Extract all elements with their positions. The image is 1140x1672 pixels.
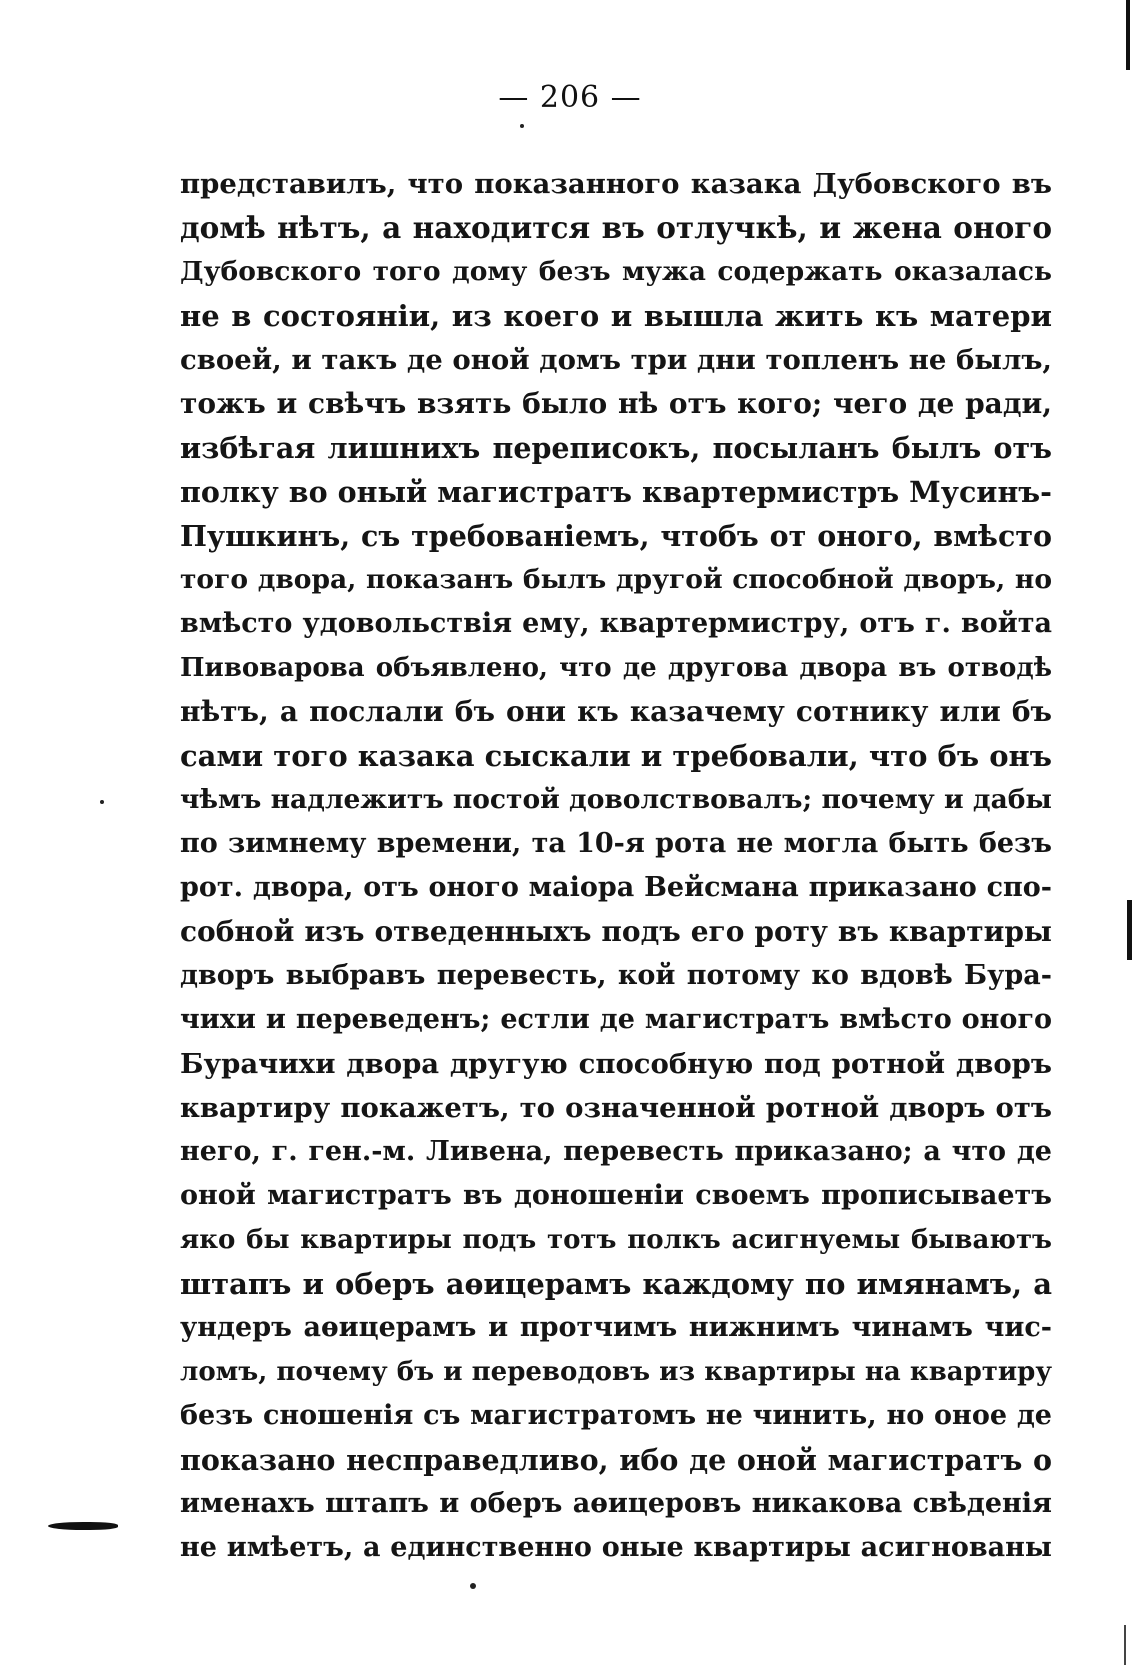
text-line: показано несправедливо, ибо де оной магистратъ о [180, 1443, 1052, 1477]
text-line: ломъ, почему бъ и переводовъ из квартиры на квартиру [180, 1357, 1052, 1387]
text-line: оной магистратъ въ доношеніи своемъ прописываетъ [180, 1180, 1052, 1211]
text-line: по зимнему времени, та 10-я рота не могла быть безъ [180, 828, 1052, 859]
text-line: Пушкинъ, съ требованіемъ, чтобъ от оного, вмѣсто [180, 519, 1052, 553]
ink-speck [520, 124, 524, 128]
text-line: домѣ нѣтъ, а находится въ отлучкѣ, и жена оного [180, 210, 1052, 245]
ink-speck [470, 1583, 476, 1589]
text-line: Дубовского того дому безъ мужа содержать оказалась [180, 256, 1052, 287]
text-line: не имѣетъ, а единственно оные квартиры асигнованы [180, 1532, 1052, 1563]
page-number: — 206 — [498, 80, 642, 115]
text-line: Пивоварова объявлено, что де другова двора въ отводѣ [180, 653, 1052, 683]
text-line: не в состояніи, из коего и вышла жить къ матери [180, 299, 1052, 333]
text-line: тожъ и свѣчъ взять было нѣ отъ кого; чего де ради, [180, 387, 1052, 420]
text-line: рот. двора, отъ оного маіора Вейсмана приказано спо- [180, 872, 1052, 903]
text-line: нѣтъ, а послали бъ они къ казачему сотнику или бъ [180, 695, 1052, 728]
text-line: своей, и такъ де оной домъ три дни топленъ не былъ, [180, 344, 1052, 376]
text-line: полку во оный магистратъ квартермистръ Мусинъ- [180, 475, 1052, 509]
text-line: вмѣсто удовольствія ему, квартермистру, отъ г. войта [180, 608, 1052, 639]
text-line: именахъ штапъ и оберъ аѳицеровъ никакова свѣденія [180, 1488, 1052, 1519]
text-line: представилъ, что показанного казака Дубовского въ [180, 168, 1052, 200]
body-text [180, 162, 1052, 1570]
text-line: чихи и переведенъ; естли де магистратъ вмѣсто оного [180, 1004, 1052, 1035]
scan-edge-mark-top [1126, 0, 1130, 70]
text-line: Бурачихи двора другую способную под ротной дворъ [180, 1048, 1052, 1080]
text-line: штапъ и оберъ аѳицерамъ каждому по имянамъ, а [180, 1267, 1052, 1301]
text-line: безъ сношенія съ магистратомъ не чинить, но оное де [180, 1400, 1052, 1431]
scan-edge-mark-middle [1127, 900, 1132, 960]
text-line: собной изъ отведенныхъ подъ его роту въ квартиры [180, 915, 1052, 948]
ink-speck [100, 800, 104, 804]
text-line: дворъ выбравъ перевесть, кой потому ко вдовѣ Бура- [180, 960, 1052, 991]
text-line: ундеръ аѳицерамъ и протчимъ нижнимъ чинамъ чис- [180, 1312, 1052, 1343]
scan-edge-mark-bottom [1124, 1625, 1126, 1665]
text-line: сами того казака сыскали и требовали, что бъ онъ [180, 739, 1052, 773]
text-line: того двора, показанъ былъ другой способной дворъ, но [180, 564, 1052, 595]
text-line: квартиру покажетъ, то означенной ротной дворъ отъ [180, 1092, 1052, 1124]
ink-smudge [48, 1522, 118, 1530]
text-line: яко бы квартиры подъ тотъ полкъ асигнуемы бываютъ [180, 1225, 1052, 1255]
text-line: него, г. ген.-м. Ливена, перевесть приказано; а что де [180, 1136, 1052, 1167]
text-line: чѣмъ надлежитъ постой доволствовалъ; почему и дабы [180, 784, 1052, 815]
text-line: избѣгая лишнихъ переписокъ, посыланъ былъ отъ [180, 431, 1052, 465]
